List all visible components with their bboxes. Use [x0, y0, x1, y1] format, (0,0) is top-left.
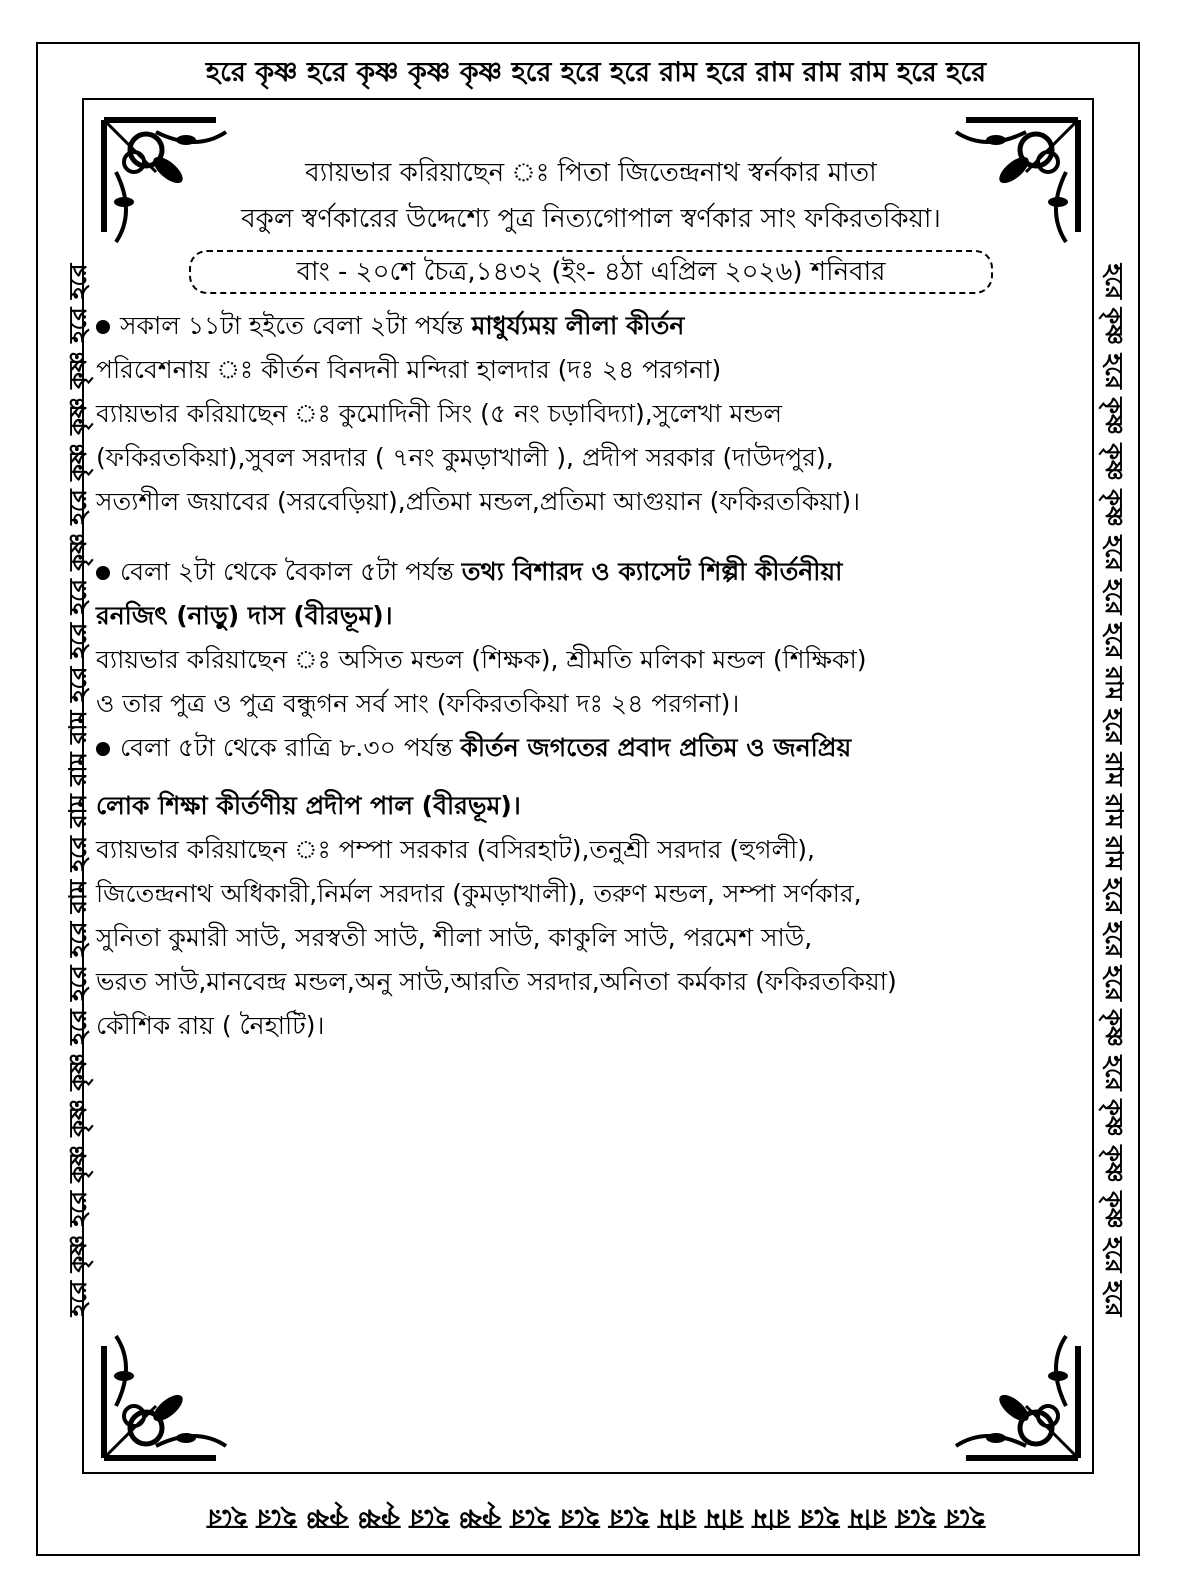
border-mantra-top: হরে কৃষ্ণ হরে কৃষ্ণ কৃষ্ণ কৃষ্ণ হরে হরে হরে রাম হরে রাম রাম রাম হরে হরে	[205, 57, 987, 88]
sponsor-line: সুনিতা কুমারী সাউ, সরস্বতী সাউ, শীলা সাউ, কাকুলি সাউ, পরমেশ সাউ,	[96, 923, 813, 952]
session-title: রনজিৎ (নাড়ু) দাস (বীরভূম)।	[96, 601, 393, 630]
session-3	[96, 726, 1086, 1048]
bullet-icon	[96, 566, 110, 580]
bullet-icon	[96, 742, 110, 756]
corner-ornament-icon	[96, 1316, 246, 1466]
session-heading	[96, 726, 1086, 770]
session-1	[96, 304, 1086, 524]
sponsor-line: ও তার পুত্র ও পুত্র বন্ধুগন সর্ব সাং (ফকিরতকিয়া দঃ ২৪ পরগনা)।	[96, 689, 740, 718]
session-time: বেলা ২টা থেকে বৈকাল ৫টা পর্যন্ত	[120, 557, 454, 586]
sponsor-line: ব্যায়ভার করিয়াছেন ঃ অসিত মন্ডল (শিক্ষক), শ্রীমতি মলিকা মন্ডল (শিক্ষিকা)	[96, 645, 867, 674]
main-sponsor-line: বকুল স্বর্ণকারের উদ্দেশ্যে পুত্র নিত্যগোপাল স্বর্ণকার সাং ফকিরতকিয়া।	[241, 204, 941, 234]
session-title: কীর্তন জগতের প্রবাদ প্রতিম ও জনপ্রিয়	[460, 733, 852, 762]
performer-line: পরিবেশনায় ঃ কীর্তন বিনদনী মন্দিরা হালদার (দঃ ২৪ পরগনা)	[96, 355, 722, 384]
session-title: মাধুর্য্যময় লীলা কীর্তন	[471, 311, 685, 340]
main-sponsor	[96, 150, 1086, 242]
sponsor-line: জিতেন্দ্রনাথ অধিকারী,নির্মল সরদার (কুমড়াখালী), তরুণ মন্ডল, সম্পা সর্ণকার,	[96, 879, 862, 908]
session-title: লোক শিক্ষা কীর্তণীয় প্রদীপ পাল (বীরভূম)।	[96, 791, 521, 820]
session-heading	[96, 550, 1086, 594]
bullet-icon	[96, 320, 110, 334]
sponsor-line: কৌশিক রায় ( নৈহাটি)।	[96, 1011, 325, 1040]
session-title-cont	[96, 594, 1086, 638]
date-line: বাং - ২০শে চৈত্র,১৪৩২ (ইং- ৪ঠা এপ্রিল ২০২৬) শনিবার	[189, 250, 993, 294]
border-mantra-left: হরে কৃষ্ণ হরে কৃষ্ণ কৃষ্ণ কৃষ্ণ হরে হরে হরে রাম হরে রাম রাম রাম হরে হরে হরে কৃষ্ণ হরে কৃষ্ণ কৃষ্ণ কৃষ্ণ হরে হরে	[63, 263, 92, 1317]
sponsor-line: ব্যায়ভার করিয়াছেন ঃ কুমোদিনী সিং (৫ নং চড়াবিদ্যা),সুলেখা মন্ডল	[96, 399, 782, 428]
notice-content	[96, 150, 1086, 1048]
sponsor-line: ব্যায়ভার করিয়াছেন ঃ পম্পা সরকার (বসিরহাট),তনুশ্রী সরদার (হুগলী),	[96, 835, 816, 864]
sponsor-line: সত্যশীল জয়াবের (সরবেড়িয়া),প্রতিমা মন্ডল,প্রতিমা আগুয়ান (ফকিরতকিয়া)।	[96, 487, 861, 516]
border-mantra-bottom: হরে হরে রাম হরে রাম রাম রাম হরে হরে হরে কৃষ্ণ হরে কৃষ্ণ কৃষ্ণ হরে হরে	[207, 1503, 985, 1534]
session-title: তথ্য বিশারদ ও ক্যাসেট শিল্পী কীর্তনীয়া	[461, 557, 843, 586]
corner-ornament-icon	[936, 1316, 1086, 1466]
session-time: সকাল ১১টা হইতে বেলা ২টা পর্যন্ত	[120, 311, 464, 340]
session-2	[96, 550, 1086, 726]
session-time: বেলা ৫টা থেকে রাত্রি ৮.৩০ পর্যন্ত	[120, 733, 453, 762]
session-heading	[96, 304, 1086, 348]
sponsor-line: (ফকিরতকিয়া),সুবল সরদার ( ৭নং কুমড়াখালী ), প্রদীপ সরকার (দাউদপুর),	[96, 443, 834, 472]
session-title-cont	[96, 784, 1086, 828]
border-mantra-right: হরে কৃষ্ণ হরে কৃষ্ণ কৃষ্ণ কৃষ্ণ হরে হরে হরে রাম হরে রাম রাম রাম হরে হরে হরে কৃষ্ণ হরে কৃষ্ণ কৃষ্ণ কৃষ্ণ হরে হরে	[1100, 263, 1129, 1317]
sponsor-line: ভরত সাউ,মানবেন্দ্র মন্ডল,অনু সাউ,আরতি সরদার,অনিতা কর্মকার (ফকিরতকিয়া)	[96, 967, 897, 996]
main-sponsor-line: ব্যায়ভার করিয়াছেন ঃ পিতা জিতেন্দ্রনাথ স্বর্নকার মাতা	[305, 158, 877, 188]
